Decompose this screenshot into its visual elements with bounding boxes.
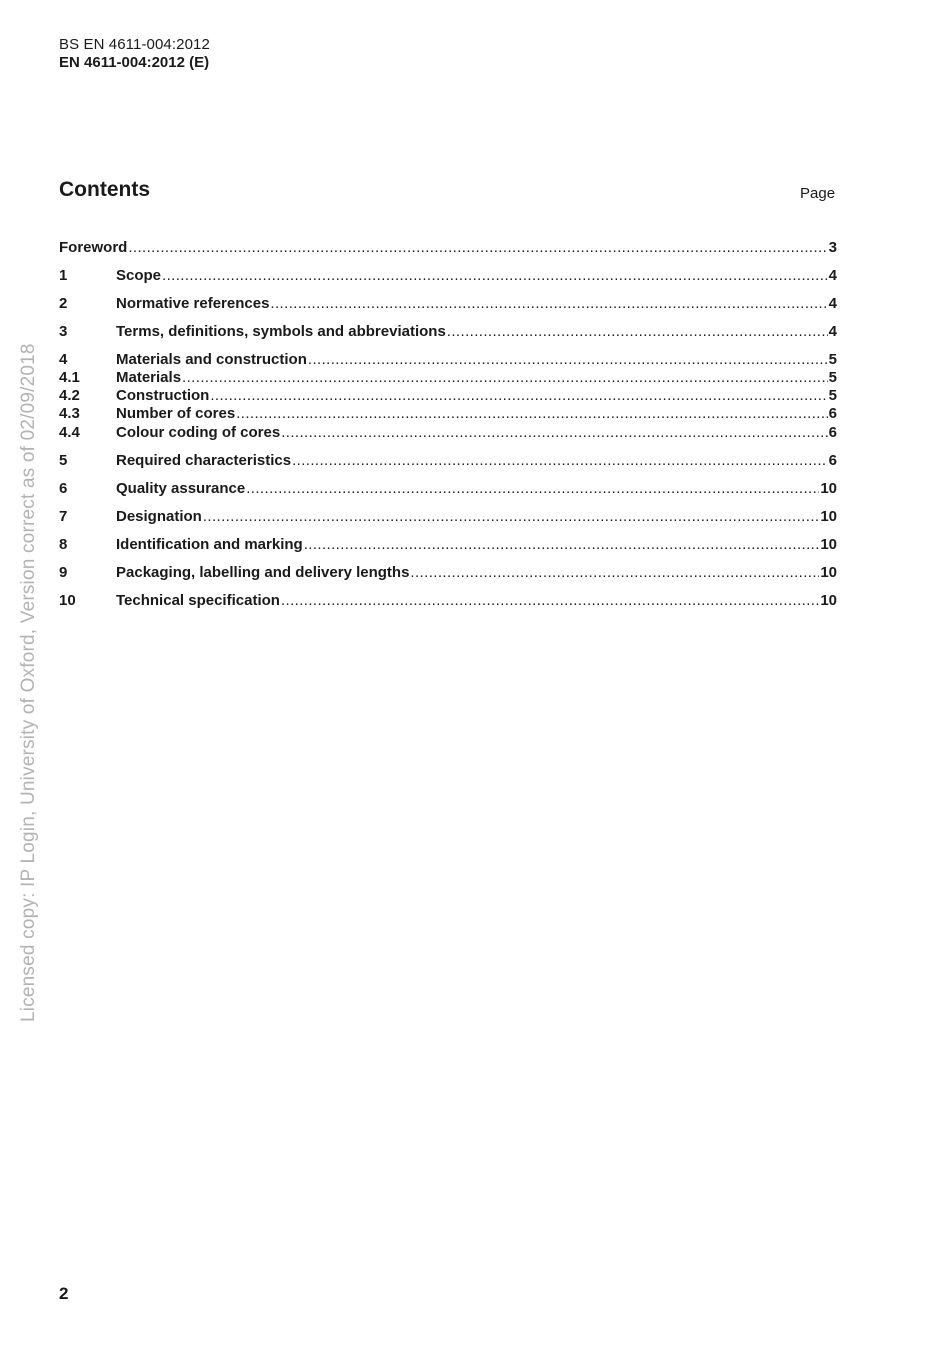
toc-entry-4-3[interactable] (59, 405, 837, 423)
toc-entry-page: 10 (820, 564, 837, 581)
toc-entry-4-4[interactable] (59, 424, 837, 442)
toc-entry-foreword[interactable] (59, 239, 837, 257)
toc-entry-4[interactable] (59, 351, 837, 369)
toc-leader-dots (246, 480, 819, 498)
toc-entry-number: 9 (59, 564, 68, 581)
toc-entry-number: 10 (59, 592, 76, 609)
document-header (59, 36, 210, 72)
toc-leader-dots (203, 508, 819, 526)
toc-entry-title: Quality assurance (116, 480, 246, 497)
toc-leader-dots (236, 405, 827, 423)
toc-leader-dots (162, 267, 828, 285)
toc-entry-title: Construction (116, 387, 210, 404)
standard-designation-en: EN 4611-004:2012 (E) (59, 54, 210, 71)
toc-entry-number: 7 (59, 508, 68, 525)
toc-entry-8[interactable] (59, 536, 837, 554)
toc-entry-page: 3 (828, 239, 837, 256)
contents-heading: Contents (59, 178, 150, 201)
toc-entry-title: Packaging, labelling and delivery lengths (116, 564, 410, 581)
toc-leader-dots (308, 351, 828, 369)
license-watermark: Licensed copy: IP Login, University of Oxford, Version correct as of 02/09/2018 (18, 343, 39, 1022)
toc-entry-7[interactable] (59, 508, 837, 526)
standard-designation-bs: BS EN 4611-004:2012 (59, 36, 210, 53)
toc-entry-10[interactable] (59, 592, 837, 610)
toc-entry-title: Normative references (116, 295, 270, 312)
toc-entry-title: Foreword (59, 239, 128, 256)
toc-entry-page: 4 (828, 295, 837, 312)
toc-leader-dots (182, 369, 828, 387)
toc-leader-dots (292, 452, 828, 470)
toc-entry-page: 4 (828, 323, 837, 340)
toc-leader-dots (304, 536, 820, 554)
toc-entry-title: Required characteristics (116, 452, 292, 469)
toc-entry-title: Scope (116, 267, 162, 284)
toc-leader-dots (281, 592, 819, 610)
toc-leader-dots (128, 239, 827, 257)
toc-entry-1[interactable] (59, 267, 837, 285)
toc-entry-number: 4 (59, 351, 68, 368)
page-column-label: Page (800, 185, 836, 202)
toc-entry-page: 10 (820, 592, 837, 609)
toc-leader-dots (410, 564, 819, 582)
toc-entry-number: 4.3 (59, 405, 80, 422)
toc-entry-page: 10 (820, 536, 837, 553)
page-number: 2 (59, 1284, 69, 1303)
toc-entry-page: 5 (828, 369, 837, 386)
toc-entry-title: Terms, definitions, symbols and abbreviations (116, 323, 446, 340)
toc-entry-title: Materials (116, 369, 182, 386)
toc-entry-page: 5 (828, 387, 837, 404)
toc-entry-6[interactable] (59, 480, 837, 498)
toc-entry-title: Identification and marking (116, 536, 303, 553)
toc-leader-dots (447, 323, 828, 341)
toc-entry-page: 10 (820, 508, 837, 525)
toc-entry-number: 8 (59, 536, 68, 553)
toc-entry-number: 5 (59, 452, 68, 469)
toc-entry-number: 3 (59, 323, 68, 340)
toc-entry-title: Materials and construction (116, 351, 307, 368)
toc-entry-number: 4.1 (59, 369, 80, 386)
toc-leader-dots (210, 387, 827, 405)
toc-entry-9[interactable] (59, 564, 837, 582)
toc-leader-dots (270, 295, 827, 313)
toc-entry-4-2[interactable] (59, 387, 837, 405)
toc-entry-title: Technical specification (116, 592, 280, 609)
toc-entry-page: 6 (828, 405, 837, 422)
toc-entry-title: Number of cores (116, 405, 236, 422)
toc-entry-page: 10 (820, 480, 837, 497)
toc-entry-2[interactable] (59, 295, 837, 313)
toc-entry-number: 6 (59, 480, 68, 497)
toc-entry-4-1[interactable] (59, 369, 837, 387)
toc-entry-3[interactable] (59, 323, 837, 341)
toc-entry-title: Colour coding of cores (116, 424, 281, 441)
toc-entry-page: 5 (828, 351, 837, 368)
toc-leader-dots (281, 424, 827, 442)
toc-entry-number: 2 (59, 295, 68, 312)
toc-entry-page: 6 (828, 452, 837, 469)
toc-entry-number: 1 (59, 267, 68, 284)
toc-entry-page: 4 (828, 267, 837, 284)
toc-entry-title: Designation (116, 508, 202, 525)
toc-entry-number: 4.4 (59, 424, 80, 441)
toc-entry-5[interactable] (59, 452, 837, 470)
toc-entry-page: 6 (828, 424, 837, 441)
toc-entry-number: 4.2 (59, 387, 80, 404)
